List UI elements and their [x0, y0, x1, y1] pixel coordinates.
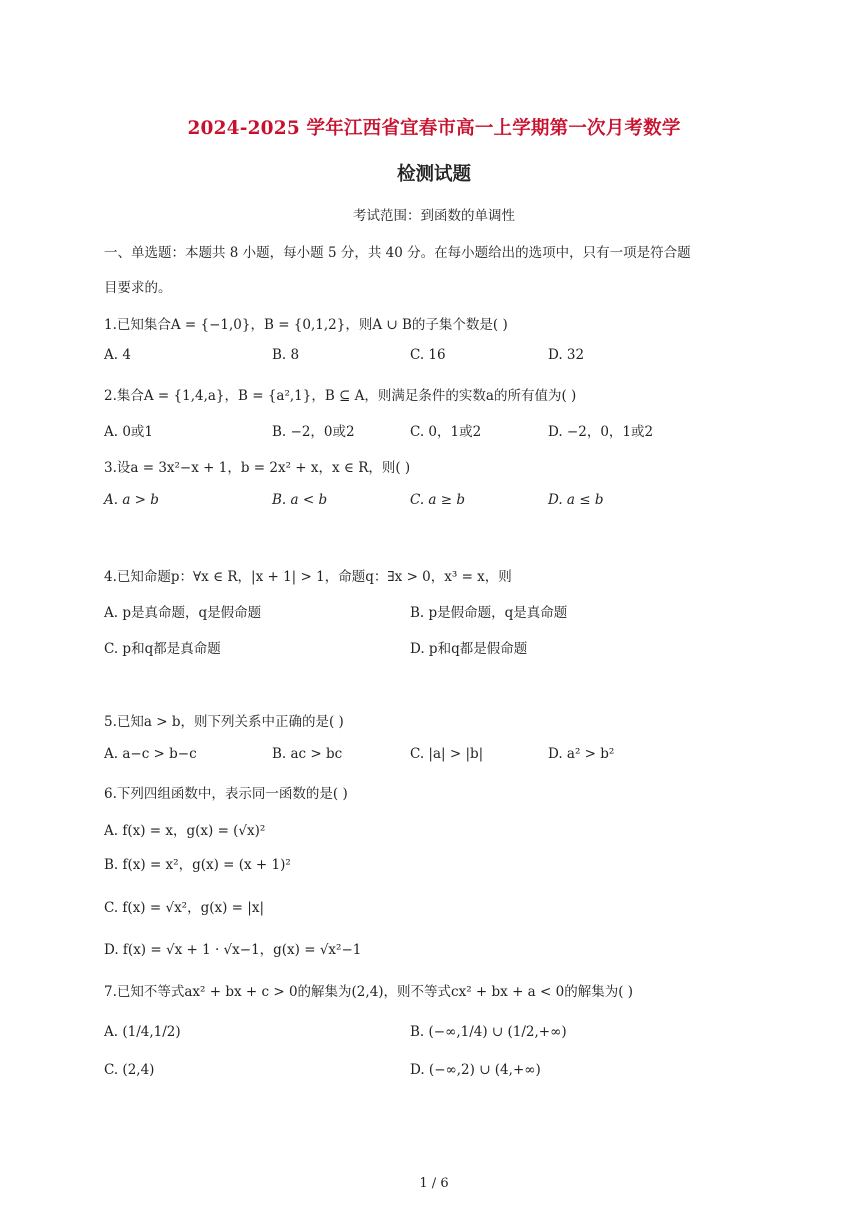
question-6-option-a: A. f(x) = x，g(x) = (√x)² [104, 823, 266, 839]
question-6-option-b: B. f(x) = x²，g(x) = (x + 1)² [104, 857, 291, 873]
question-2-option-d: D. −2，0，1或2 [548, 424, 654, 440]
question-6-stem: 6.下列四组函数中，表示同一函数的是( ) [104, 786, 348, 802]
page-number: 1 / 6 [419, 1176, 449, 1191]
question-3-option-a: A. a > b [104, 492, 159, 508]
question-4-option-a: A. p是真命题，q是假命题 [104, 605, 262, 621]
question-4-stem: 4.已知命题p：∀x ∈ R，|x + 1| > 1，命题q：∃x > 0，x³ = x，则 [104, 569, 512, 585]
question-7-option-c: C. (2,4) [104, 1062, 155, 1078]
question-5-option-a: A. a−c > b−c [104, 746, 197, 762]
question-7-option-b: B. (−∞,1/4) ∪ (1/2,+∞) [410, 1024, 567, 1040]
question-5-option-d: D. a² > b² [548, 746, 615, 762]
question-3-option-b: B. a < b [272, 492, 328, 508]
question-1-option-d: D. 32 [548, 347, 585, 363]
question-3-option-d: D. a ≤ b [548, 492, 604, 508]
question-7-option-d: D. (−∞,2) ∪ (4,+∞) [410, 1062, 541, 1078]
question-5-option-c: C. |a| > |b| [410, 746, 484, 762]
question-7-stem: 7.已知不等式ax² + bx + c > 0的解集为(2,4)，则不等式cx² + bx + a < 0的解集为( ) [104, 984, 634, 1000]
question-7-option-a: A. (1/4,1/2) [104, 1024, 181, 1040]
title-line-2: 检测试题 [396, 164, 471, 185]
question-6-option-c: C. f(x) = √x²，g(x) = |x| [104, 900, 264, 916]
question-1-option-c: C. 16 [410, 347, 446, 363]
question-5-option-b: B. ac > bc [272, 746, 343, 762]
question-2-option-b: B. −2，0或2 [272, 424, 355, 440]
question-5-stem: 5.已知a > b，则下列关系中正确的是( ) [104, 714, 344, 730]
section-intro-line-1: 一、单选题：本题共 8 小题，每小题 5 分，共 40 分。在每小题给出的选项中，只有一项是符合题 [104, 245, 691, 261]
question-4-option-d: D. p和q都是假命题 [410, 641, 528, 657]
question-4-option-c: C. p和q都是真命题 [104, 641, 221, 657]
title-line-1: 2024-2025 学年江西省宜春市高一上学期第一次月考数学 [187, 118, 681, 139]
question-2-stem: 2.集合A = {1,4,a}，B = {a²,1}，B ⊆ A，则满足条件的实数a的所有值为( ) [104, 388, 577, 404]
question-1-option-b: B. 8 [272, 347, 300, 363]
section-intro-line-2: 目要求的。 [104, 280, 172, 296]
question-3-option-c: C. a ≥ b [410, 492, 466, 508]
question-4-option-b: B. p是假命题，q是真命题 [410, 605, 568, 621]
exam-scope: 考试范围：到函数的单调性 [353, 208, 515, 224]
question-3-stem: 3.设a = 3x²−x + 1，b = 2x² + x，x ∈ R，则( ) [104, 460, 411, 476]
question-1-option-a: A. 4 [104, 347, 131, 363]
question-2-option-c: C. 0，1或2 [410, 424, 482, 440]
question-1-stem: 1.已知集合A = {−1,0}，B = {0,1,2}，则A ∪ B的子集个数是( ) [104, 317, 508, 333]
question-6-option-d: D. f(x) = √x + 1 · √x−1，g(x) = √x²−1 [104, 942, 362, 958]
question-2-option-a: A. 0或1 [104, 424, 154, 440]
